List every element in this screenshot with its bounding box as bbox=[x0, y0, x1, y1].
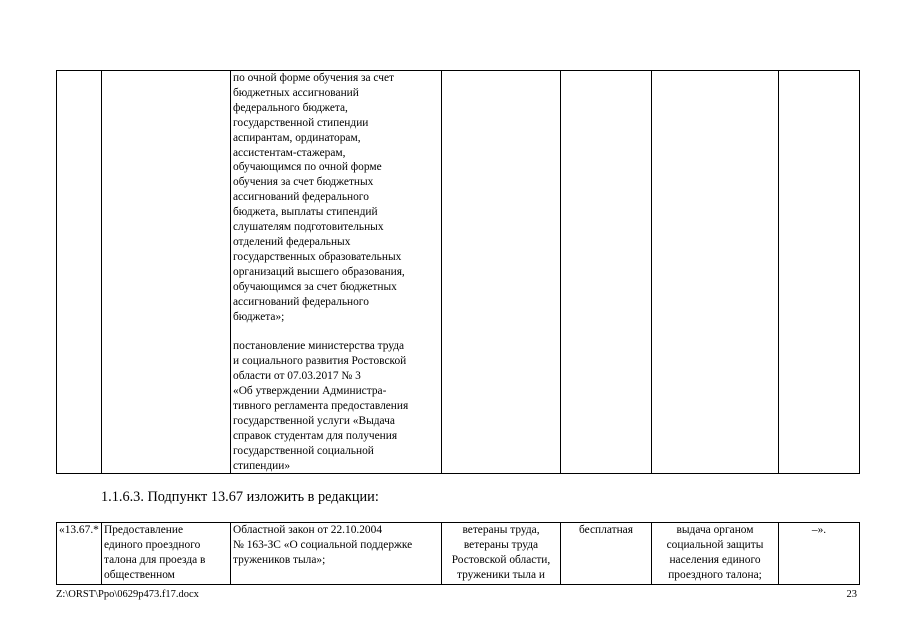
text-line: единого проездного bbox=[104, 538, 201, 551]
cost-cell bbox=[561, 523, 652, 585]
text-line: обучающимся по очной форме bbox=[233, 161, 382, 174]
result-cell bbox=[652, 71, 779, 474]
text-line: постановление министерства труда bbox=[233, 340, 405, 353]
text-line: ассигнований федерального bbox=[233, 295, 369, 308]
text-line: государственных образовательных bbox=[233, 250, 402, 263]
text-line: организаций высшего образования, bbox=[233, 265, 405, 278]
text-line: Ростовской области, bbox=[451, 553, 551, 566]
text-line: тружеников тыла»; bbox=[233, 553, 326, 566]
end-mark: –». bbox=[811, 524, 827, 536]
legal-basis-cell bbox=[231, 71, 442, 474]
text-line: бюджета»; bbox=[233, 310, 285, 323]
table-row bbox=[57, 71, 860, 474]
text-line: выдача органом bbox=[676, 524, 754, 536]
paragraph-gap bbox=[233, 324, 439, 339]
text-line: социальной защиты bbox=[666, 538, 764, 551]
text-line: обучения за счет бюджетных bbox=[233, 176, 374, 189]
text-line: федерального бюджета, bbox=[233, 101, 348, 114]
page-number: 23 bbox=[846, 589, 857, 600]
text-line: проездного талона; bbox=[668, 568, 762, 581]
text-line: государственной стипендии bbox=[233, 116, 369, 129]
text-line: стипендии» bbox=[233, 459, 291, 472]
text-line: аспирантам, ординаторам, bbox=[233, 131, 361, 144]
cost-text: бесплатная bbox=[579, 524, 633, 536]
text-line: ассигнований федерального bbox=[233, 191, 369, 204]
replacement-table bbox=[56, 522, 860, 585]
text-line: Областной закон от 22.10.2004 bbox=[233, 524, 383, 536]
text-line: труженики тыла и bbox=[457, 568, 545, 581]
footer-file-path: Z:\ORST\Ppo\0629p473.f17.docx bbox=[56, 589, 199, 600]
text-line: «Об утверждении Администра- bbox=[233, 385, 387, 398]
cost-cell bbox=[561, 71, 652, 474]
text-line: № 163-ЗС «О социальной поддержке bbox=[233, 538, 413, 551]
text-line: тивного регламента предоставления bbox=[233, 399, 409, 412]
recipients-cell bbox=[442, 523, 561, 585]
table-row bbox=[57, 523, 860, 585]
end-cell bbox=[779, 71, 860, 474]
section-heading: 1.1.6.3. Подпункт 13.67 изложить в редакции: bbox=[101, 489, 379, 505]
text-line: по очной форме обучения за счет bbox=[233, 72, 395, 84]
recipients-cell bbox=[442, 71, 561, 474]
text-line: справок студентам для получения bbox=[233, 429, 398, 442]
number-cell bbox=[57, 523, 102, 585]
text-line: государственной услуги «Выдача bbox=[233, 414, 395, 427]
service-cell bbox=[102, 71, 231, 474]
text-line: населения единого bbox=[669, 553, 761, 566]
text-line: отделений федеральных bbox=[233, 235, 351, 248]
end-cell bbox=[779, 523, 860, 585]
text-line: ветераны труда bbox=[463, 538, 539, 551]
number-cell bbox=[57, 71, 102, 474]
text-line: государственной социальной bbox=[233, 444, 374, 457]
text-line: обучающимся за счет бюджетных bbox=[233, 280, 397, 293]
continuation-table bbox=[56, 70, 860, 474]
text-line: области от 07.03.2017 № 3 bbox=[233, 370, 361, 383]
text-line: и социального развития Ростовской bbox=[233, 355, 407, 368]
text-line: ветераны труда, bbox=[462, 524, 540, 536]
text-line: слушателям подготовительных bbox=[233, 221, 384, 234]
text-line: Предоставление bbox=[104, 524, 184, 536]
text-line: общественном bbox=[104, 568, 175, 581]
service-cell bbox=[102, 523, 231, 585]
text-line: бюджетных ассигнований bbox=[233, 86, 359, 99]
legal-basis-cell bbox=[231, 523, 442, 585]
text-line: ассистентам-стажерам, bbox=[233, 146, 346, 159]
text-line: бюджета, выплаты стипендий bbox=[233, 206, 378, 219]
text-line: талона для проезда в bbox=[104, 553, 206, 566]
result-cell bbox=[652, 523, 779, 585]
item-number: «13.67.* bbox=[59, 524, 99, 536]
